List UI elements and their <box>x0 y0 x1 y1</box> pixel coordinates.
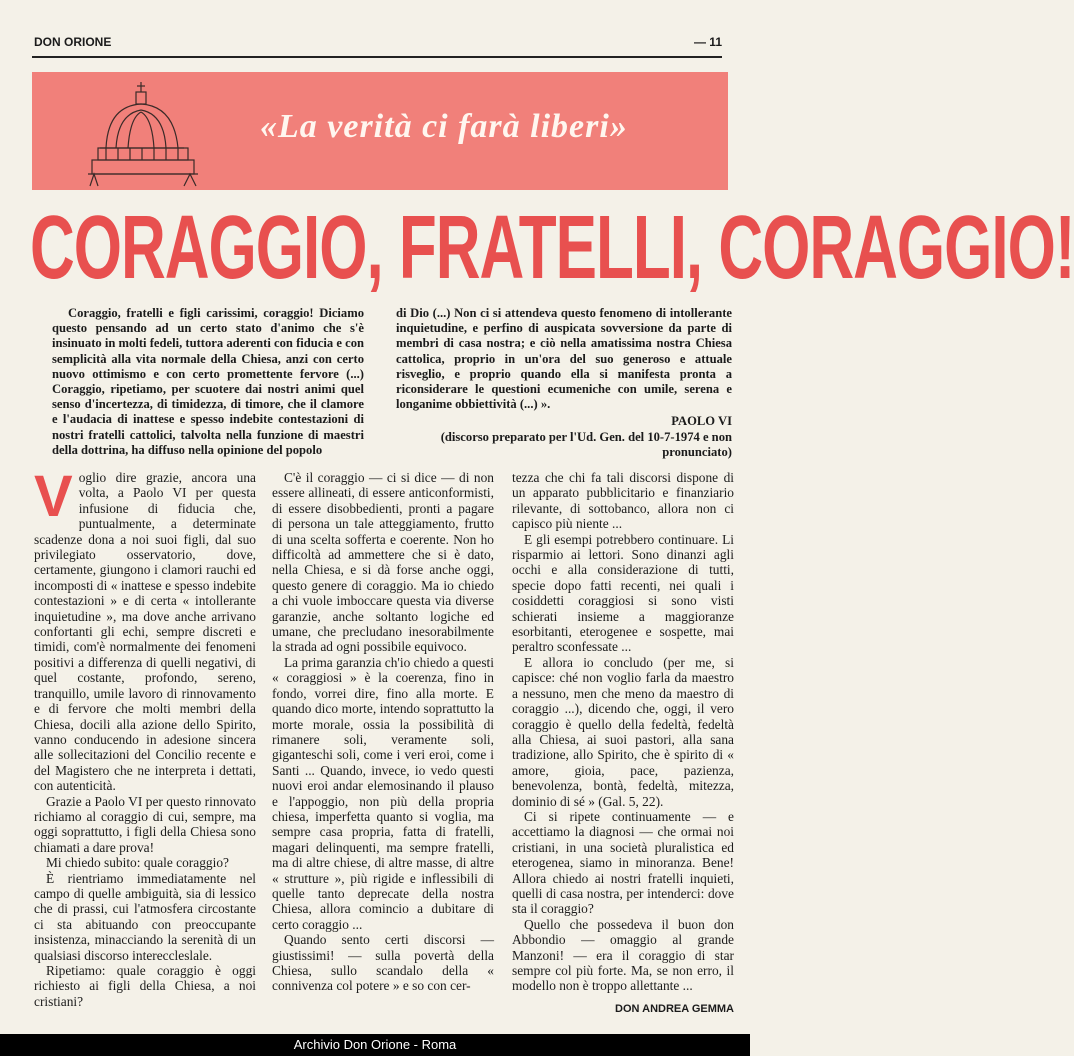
page-number: — 11 <box>693 35 722 49</box>
title-banner <box>32 72 728 190</box>
intro-text: di Dio (...) Non ci si attendeva questo fenomeno di intollerante inquietudine, e perfino di auspicata sovversione da parte di membri di casa nostra; e ciò nella amatissima nostra Chiesa cattolica, proprio in un'ora del suo generoso e attuale risveglio, e proprio quando ella si manifesta pronta a riconsiderare le questioni ecumeniche con umile, serena e longanime obbiettività (...) ». <box>396 306 732 412</box>
paragraph: Ci si ripete continuamente — e accettiamo la diagnosi — che ormai noi cristiani, in una società pluralistica ed eterogenea, siamo in minoranza. Bene! Allora chiedo ai nostri fratelli inquieti, quelli di casa nostra, per intenderci: dove sta il coraggio? <box>512 808 734 917</box>
article-column-3 <box>512 470 734 1017</box>
paragraph: La prima garanzia ch'io chiedo a questi « coraggiosi » è la coerenza, fino in fondo, vorrei dire, fino alla morte. E quando dico morte, intendo soprattutto la morte morale, ossia la possibilità di rimanere soli, veramente soli, giganteschi soli, come i veri eroi, come i Santi ... Quando, invece, io vedo questi nuovi eroi andar elemosinando il plauso e l'appoggio, non più della propria chiesa, imperfetta quanto si voglia, ma sempre casa propria, fatta di fratelli, magari delinquenti, ma sempre fratelli, ma di altre chiese, di altre masse, di altre « strutture », più rigide e inflessibili di quelle tanto deprecate della nostra Chiesa, allora comincio a dubitare di certo coraggio ... <box>272 654 494 932</box>
article-author: DON ANDREA GEMMA <box>615 1002 734 1015</box>
paragraph: E gli esempi potrebbero continuare. Li risparmio ai lettori. Sono dinanzi agli occhi e alla considerazione di tutti, specie dopo fatti recenti, nei quali i cosiddetti coraggiosi si sono visti schierati insieme a maggioranze esorbitanti, eterogenee e sospette, mai peraltro sconfessate ... <box>512 531 734 655</box>
paragraph: Quando sento certi discorsi — giustissimi! — sulla povertà della Chiesa, sullo scandalo della « connivenza col potere » e so con cer- <box>272 932 494 994</box>
article-column-1 <box>34 464 256 1009</box>
page-header <box>32 30 722 58</box>
page-title: CORAGGIO, FRATELLI, CORAGGIO! <box>30 198 1074 299</box>
paragraph: Quello che possedeva il buon don Abbondio — omaggio al grande Manzoni! — era il coraggio di star sempre col più forte. Ma, se non erro, il modello non è troppo allettante ... <box>512 916 734 994</box>
paragraph: Ripetiamo: quale coraggio è oggi richiesto ai figli della Chiesa, a noi cristiani? <box>34 963 256 1009</box>
intro-column-2 <box>396 306 732 460</box>
paragraph: Voglio dire grazie, ancora una volta, a Paolo VI per questa infusione di fiducia che, puntualmente, a determinate scadenze dona a noi suoi figli, dal suo privilegiato osservatorio, dove, certamente, giungono i clamori rauchi ed incomposti di « inattese e spesso indebite contestazioni » e di certa « intollerante inquietudine », ma dove anche arrivano confortanti gli echi, sempre discreti e timidi, com'è normalmente dei fenomeni positivi a differenza di quelli negativi, di quel costante, profondo, sereno, tranquillo, umile lavoro di rinnovamento e di fervore che molti membri della Chiesa, docili alla azione dello Spirito, vanno conducendo in adesione sincera alle sollecitazioni del Concilio recente e del Magistero che ne interpreta i dettati, con autenticità. <box>34 464 256 794</box>
article-column-2 <box>272 470 494 994</box>
intro-column-1: Coraggio, fratelli e figli carissimi, coraggio! Diciamo questo pensando ad un certo stato d'animo che s'è insinuato in molti fedeli, tuttora aderenti con fiducia e con semplicità alla vita normale della Chiesa, anzi con certo nuovo ottimismo e con certo promettente fervore (...) Coraggio, ripetiamo, per scuotere dai nostri animi quel senso d'incertezza, di timidezza, di timore, che il clamore e l'audacia di inattese e spesso indebite contestazioni di nostri fratelli cattolici, talvolta nella funzione di maestri della dottrina, ha diffuso nella opinione del popolo <box>52 306 364 457</box>
paragraph: tezza che chi fa tali discorsi dispone di un apparato pubblicitario e finanziario rilevante, di sottobanco, allora non ci capisco più niente ... <box>512 470 734 532</box>
intro-signature: PAOLO VI <box>671 414 732 429</box>
paragraph: Grazie a Paolo VI per questo rinnovato richiamo al coraggio di cui, sempre, ma oggi soprattutto, i figli della Chiesa sono chiamati a dare prova! <box>34 793 256 855</box>
drop-cap: V <box>34 464 73 529</box>
paragraph: Mi chiedo subito: quale coraggio? <box>46 855 229 871</box>
archive-footer: Archivio Don Orione - Roma <box>0 1034 750 1056</box>
paragraph: È rientriamo immediatamente nel campo di quelle ambiguità, sia di lessico che di prassi, cui l'atmosfera circostante ci sta abituando con preoccupante insistenza, minacciando la serenità di un qualsiasi discorso intereccleslale. <box>34 870 256 963</box>
banner-quote: «La verità ci farà liberi» <box>260 108 628 145</box>
magazine-name: DON ORIONE <box>34 35 112 49</box>
intro-source: (discorso preparato per l'Ud. Gen. del 10-7-1974 e non pronunciato) <box>440 429 732 459</box>
paragraph: E allora io concludo (per me, si capisce: ché non voglio farla da maestro a nessuno, men che meno da maestro di coraggio ...), dicendo che, oggi, il vero coraggio è quello della fedeltà, fedeltà alla Chiesa, ai suoi pastori, alla sana tradizione, allo Spirito, che è spirito di « amore, gioia, pace, pazienza, benevolenza, bontà, fedeltà, mitezza, dominio di sé » (Gal. 5, 22). <box>512 654 734 809</box>
dome-icon <box>86 78 216 188</box>
paragraph: C'è il coraggio — ci si dice — di non essere allineati, di essere anticonformisti, di essere disobbedienti, pronti a pagare di persona un tale atteggiamento, frutto di una scelta sofferta e coerente. Non ho difficoltà ad ammettere che si è dato, nella Chiesa, e si dà forse anche oggi, questo genere di coraggio. Ma io chiedo a chi vuole imboccare questa via diverse garanzie, anche soltanto logiche ed umane, che precludano inesorabilmente la strada ad ogni possibile equivoco. <box>272 470 494 655</box>
